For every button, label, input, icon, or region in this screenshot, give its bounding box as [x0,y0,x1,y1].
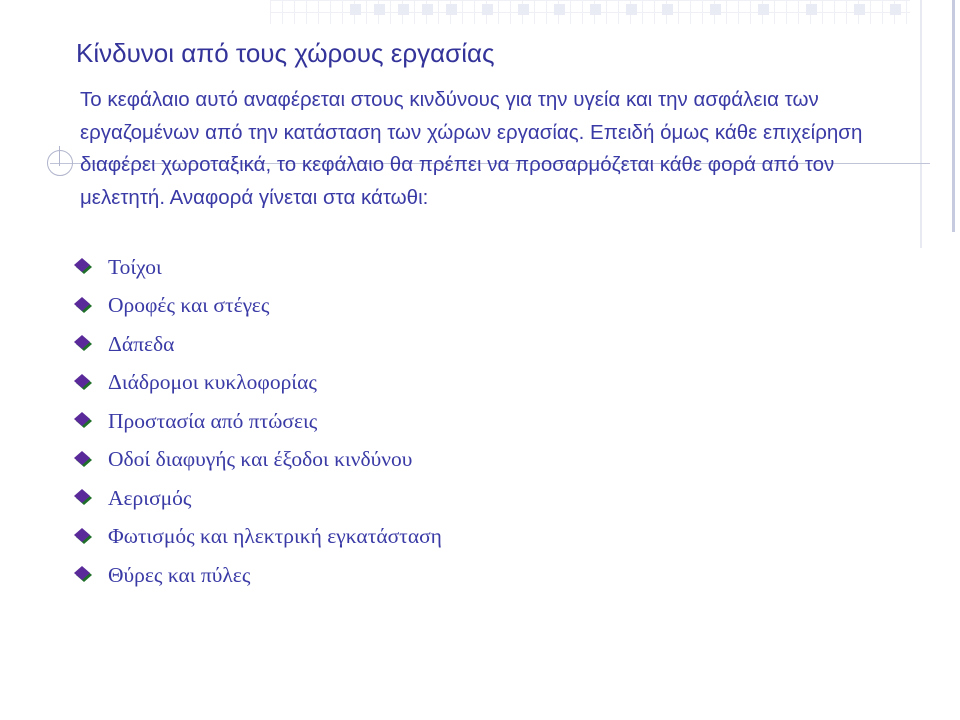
decorative-square [626,4,637,15]
bullet-text: Οδοί διαφυγής και έξοδοι κινδύνου [108,447,413,472]
diamond-bullet-icon [70,450,100,470]
decorative-square [422,4,433,15]
list-item [70,287,442,326]
decorative-vertical-line [920,0,922,248]
diamond-bullet-icon [70,565,100,585]
bullet-text: Δάπεδα [108,331,175,356]
bullet-text: Τοίχοι [108,254,162,279]
list-item [70,556,442,595]
list-item [70,364,442,403]
intro-paragraph: Το κεφάλαιο αυτό αναφέρεται στους κινδύνους για την υγεία και την ασφάλεια των εργαζομένων από την κατάσταση των χώρων εργασίας. Επειδή όμως κάθε επιχείρηση διαφέρει χωροταξικά, το κεφάλαιο θα πρέπει να προσαρμόζεται κάθε φορά από τον μελετητή. Αναφορά γίνεται στα κάτωθι: [80,88,863,209]
bullet-text: Διάδρομοι κυκλοφορίας [108,370,317,395]
bullet-text: Φωτισμός και ηλεκτρική εγκατάσταση [108,524,442,549]
bullet-text: Οροφές και στέγες [108,293,270,318]
list-item [70,248,442,287]
decorative-square [662,4,673,15]
diamond-bullet-icon [70,373,100,393]
list-item [70,441,442,480]
diamond-bullet-icon [70,527,100,547]
decorative-square [710,4,721,15]
diamond-bullet-icon [70,411,100,431]
decorative-square [374,4,385,15]
decorative-square [482,4,493,15]
list-item [70,479,442,518]
decorative-square [554,4,565,15]
diamond-bullet-icon [70,488,100,508]
slide-title: Κίνδυνοι από τους χώρους εργασίας [76,38,495,68]
bullet-text: Θύρες και πύλες [108,562,251,587]
decorative-ring [47,150,73,176]
decorative-squares [350,0,910,20]
decorative-square [446,4,457,15]
diamond-bullet-icon [70,296,100,316]
list-item [70,325,442,364]
list-item [70,518,442,557]
decorative-square [854,4,865,15]
bullet-text: Προστασία από πτώσεις [108,408,318,433]
diamond-bullet-icon [70,257,100,277]
decorative-ring-stem [59,146,60,166]
bullet-text: Αερισμός [108,485,192,510]
diamond-bullet-icon [70,334,100,354]
decorative-square [890,4,901,15]
decorative-square [398,4,409,15]
decorative-vertical-bar [952,0,955,232]
decorative-square [350,4,361,15]
decorative-square [590,4,601,15]
decorative-square [758,4,769,15]
list-item [70,402,442,441]
bullet-list [70,248,442,595]
decorative-square [806,4,817,15]
decorative-square [518,4,529,15]
